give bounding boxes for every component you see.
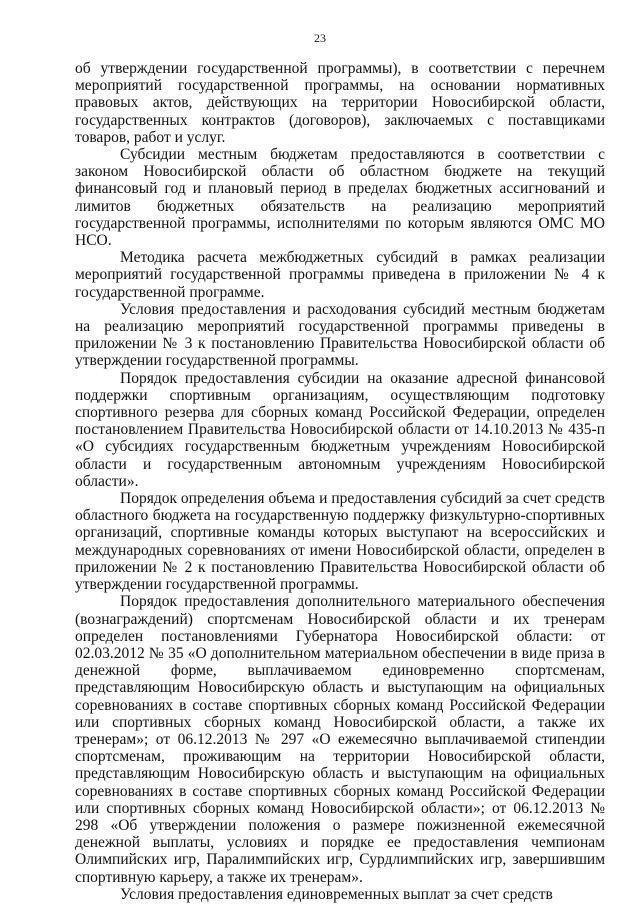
paragraph-continuation: об утверждении государственной программы), в соответствии с перечнем мероприятий государственной программы, на основании нормативных правовых актов, действующих на территории Новосибирской области, государственных контрактов (договоров), заключаемых с поставщиками товаров, работ и услуг. — [75, 60, 605, 146]
paragraph-methodology: Методика расчета межбюджетных субсидий в рамках реализации мероприятий государственной программы приведена в приложении № 4 к государственной программе. — [75, 249, 605, 301]
paragraph-conditions: Условия предоставления и расходования субсидий местным бюджетам на реализацию мероприятий государственной программы приведены в приложении № 3 к постановлению Правительства Новосибирской области об утверждении государственной программы. — [75, 300, 605, 370]
page-number: 23 — [314, 31, 326, 45]
paragraph-subsidies: Субсидии местным бюджетам предоставляются в соответствии с законом Новосибирской области об областном бюджете на текущий финансовый год и плановый период в пределах бюджетных ассигнований и лимитов бюджетных обязательств на реализацию мероприятий государственной программы, исполнителями по которым являются ОМС МО НСО. — [75, 146, 605, 250]
paragraph-financial-support: Порядок предоставления субсидии на оказание адресной финансовой поддержки спортивным организациям, осуществляющим подготовку спортивного резерва для сборных команд Российской Федерации, определен постановлением Правительства Новосибирской области от 14.10.2013 № 435-п «О субсидиях государственным бюджетным учреждениям Новосибирской области и государственным автономным учреждениям Новосибирской области». — [75, 369, 605, 490]
paragraph-rewards: Порядок предоставления дополнительного материального обеспечения (вознаграждений) спортсменам Новосибирской области и их тренерам определен постановлениями Губернатора Новосибирской области: от 02.03.2012 № 35 «О дополнительном материальном обеспечении в виде приза в денежной форме, выплачиваемом единовременно спортсменам, представляющим Новосибирскую область и выступающим на официальных соревнованиях в составе спортивных сборных команд Российской Федерации или спортивных сборных команд Новосибирской области, а также их тренерам»; от 06.12.2013 № 297 «О ежемесячно выплачиваемой стипендии спортсменам, проживающим на территории Новосибирской области, представляющим Новосибирскую область и выступающим на официальных соревнованиях в составе спортивных сборных команд Российской Федерации или спортивных сборных команд Новосибирской области»; от 06.12.2013 № 298 «Об утверждении положения о размере пожизненной ежемесячной денежной выплаты, условиях и порядке ее предоставления чемпионам Олимпийских игр, Паралимпийских игр, Сурдлимпийских игр, завершившим спортивную карьеру, а также их тренерам». — [75, 593, 605, 886]
paragraph-sports-organizations: Порядок определения объема и предоставления субсидий за счет средств областного бюджета на государственную поддержку физкультурно-спортивных организаций, спортивные команды которых выступают на всероссийских и международных соревнованиях от имени Новосибирской области, определен в приложении № 2 к постановлению Правительства Новосибирской области об утверждении государственной программы. — [75, 490, 605, 594]
document-body — [75, 60, 605, 903]
paragraph-one-time-payments: Условия предоставления единовременных выплат за счет средств — [120, 885, 553, 903]
